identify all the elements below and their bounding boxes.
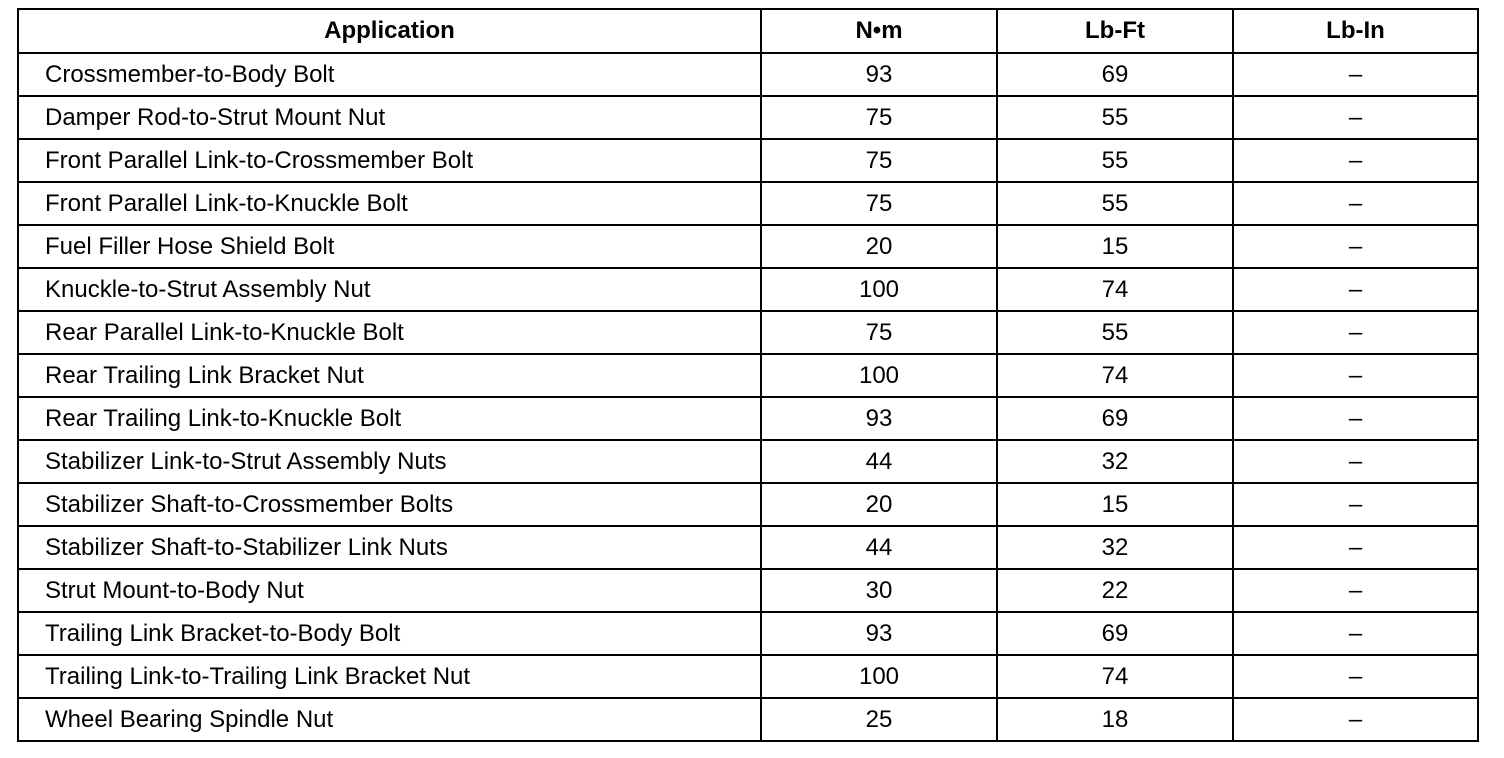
header-nm: N•m — [761, 9, 997, 53]
torque-spec-table — [17, 8, 1479, 742]
cell-application: Rear Trailing Link-to-Knuckle Bolt — [18, 397, 761, 440]
table-row — [18, 225, 1478, 268]
header-row — [18, 9, 1478, 53]
cell-lbft: 22 — [997, 569, 1233, 612]
cell-lbft: 32 — [997, 440, 1233, 483]
table-body — [18, 53, 1478, 741]
cell-lbft: 18 — [997, 698, 1233, 741]
cell-lbin: – — [1233, 440, 1478, 483]
cell-lbin: – — [1233, 397, 1478, 440]
table-row — [18, 526, 1478, 569]
cell-application: Rear Trailing Link Bracket Nut — [18, 354, 761, 397]
cell-application: Damper Rod-to-Strut Mount Nut — [18, 96, 761, 139]
cell-lbft: 55 — [997, 311, 1233, 354]
table-row — [18, 96, 1478, 139]
cell-nm: 75 — [761, 311, 997, 354]
cell-nm: 93 — [761, 53, 997, 96]
cell-lbin: – — [1233, 655, 1478, 698]
cell-application: Rear Parallel Link-to-Knuckle Bolt — [18, 311, 761, 354]
cell-lbin: – — [1233, 53, 1478, 96]
cell-application: Trailing Link-to-Trailing Link Bracket Nut — [18, 655, 761, 698]
table-row — [18, 440, 1478, 483]
cell-lbin: – — [1233, 268, 1478, 311]
cell-lbin: – — [1233, 612, 1478, 655]
table-row — [18, 268, 1478, 311]
cell-lbin: – — [1233, 182, 1478, 225]
cell-application: Stabilizer Shaft-to-Stabilizer Link Nuts — [18, 526, 761, 569]
cell-nm: 20 — [761, 225, 997, 268]
cell-lbft: 69 — [997, 397, 1233, 440]
cell-lbin: – — [1233, 311, 1478, 354]
cell-application: Stabilizer Link-to-Strut Assembly Nuts — [18, 440, 761, 483]
cell-application: Trailing Link Bracket-to-Body Bolt — [18, 612, 761, 655]
cell-lbin: – — [1233, 698, 1478, 741]
cell-lbin: – — [1233, 139, 1478, 182]
cell-nm: 93 — [761, 397, 997, 440]
cell-lbin: – — [1233, 96, 1478, 139]
cell-nm: 20 — [761, 483, 997, 526]
cell-lbft: 74 — [997, 268, 1233, 311]
cell-application: Front Parallel Link-to-Crossmember Bolt — [18, 139, 761, 182]
cell-lbft: 69 — [997, 53, 1233, 96]
cell-lbin: – — [1233, 483, 1478, 526]
cell-application: Strut Mount-to-Body Nut — [18, 569, 761, 612]
cell-application: Front Parallel Link-to-Knuckle Bolt — [18, 182, 761, 225]
header-application: Application — [18, 9, 761, 53]
cell-lbft: 55 — [997, 96, 1233, 139]
cell-lbft: 55 — [997, 182, 1233, 225]
table-row — [18, 53, 1478, 96]
cell-lbft: 32 — [997, 526, 1233, 569]
header-lbft: Lb-Ft — [997, 9, 1233, 53]
cell-application: Stabilizer Shaft-to-Crossmember Bolts — [18, 483, 761, 526]
cell-nm: 25 — [761, 698, 997, 741]
cell-application: Wheel Bearing Spindle Nut — [18, 698, 761, 741]
cell-application: Fuel Filler Hose Shield Bolt — [18, 225, 761, 268]
cell-nm: 100 — [761, 655, 997, 698]
cell-nm: 93 — [761, 612, 997, 655]
cell-lbft: 15 — [997, 225, 1233, 268]
cell-lbft: 69 — [997, 612, 1233, 655]
table-row — [18, 397, 1478, 440]
cell-lbin: – — [1233, 354, 1478, 397]
table-row — [18, 569, 1478, 612]
cell-nm: 100 — [761, 354, 997, 397]
table-row — [18, 139, 1478, 182]
cell-nm: 75 — [761, 139, 997, 182]
cell-lbft: 74 — [997, 655, 1233, 698]
cell-application: Crossmember-to-Body Bolt — [18, 53, 761, 96]
table-row — [18, 483, 1478, 526]
cell-lbft: 74 — [997, 354, 1233, 397]
cell-lbft: 15 — [997, 483, 1233, 526]
cell-nm: 75 — [761, 96, 997, 139]
table-row — [18, 354, 1478, 397]
table-row — [18, 311, 1478, 354]
header-lbin: Lb-In — [1233, 9, 1478, 53]
cell-lbft: 55 — [997, 139, 1233, 182]
table-row — [18, 182, 1478, 225]
cell-lbin: – — [1233, 569, 1478, 612]
cell-application: Knuckle-to-Strut Assembly Nut — [18, 268, 761, 311]
cell-lbin: – — [1233, 526, 1478, 569]
table-row — [18, 655, 1478, 698]
table-row — [18, 612, 1478, 655]
cell-nm: 75 — [761, 182, 997, 225]
cell-nm: 100 — [761, 268, 997, 311]
cell-lbin: – — [1233, 225, 1478, 268]
cell-nm: 44 — [761, 440, 997, 483]
cell-nm: 44 — [761, 526, 997, 569]
cell-nm: 30 — [761, 569, 997, 612]
table-row — [18, 698, 1478, 741]
